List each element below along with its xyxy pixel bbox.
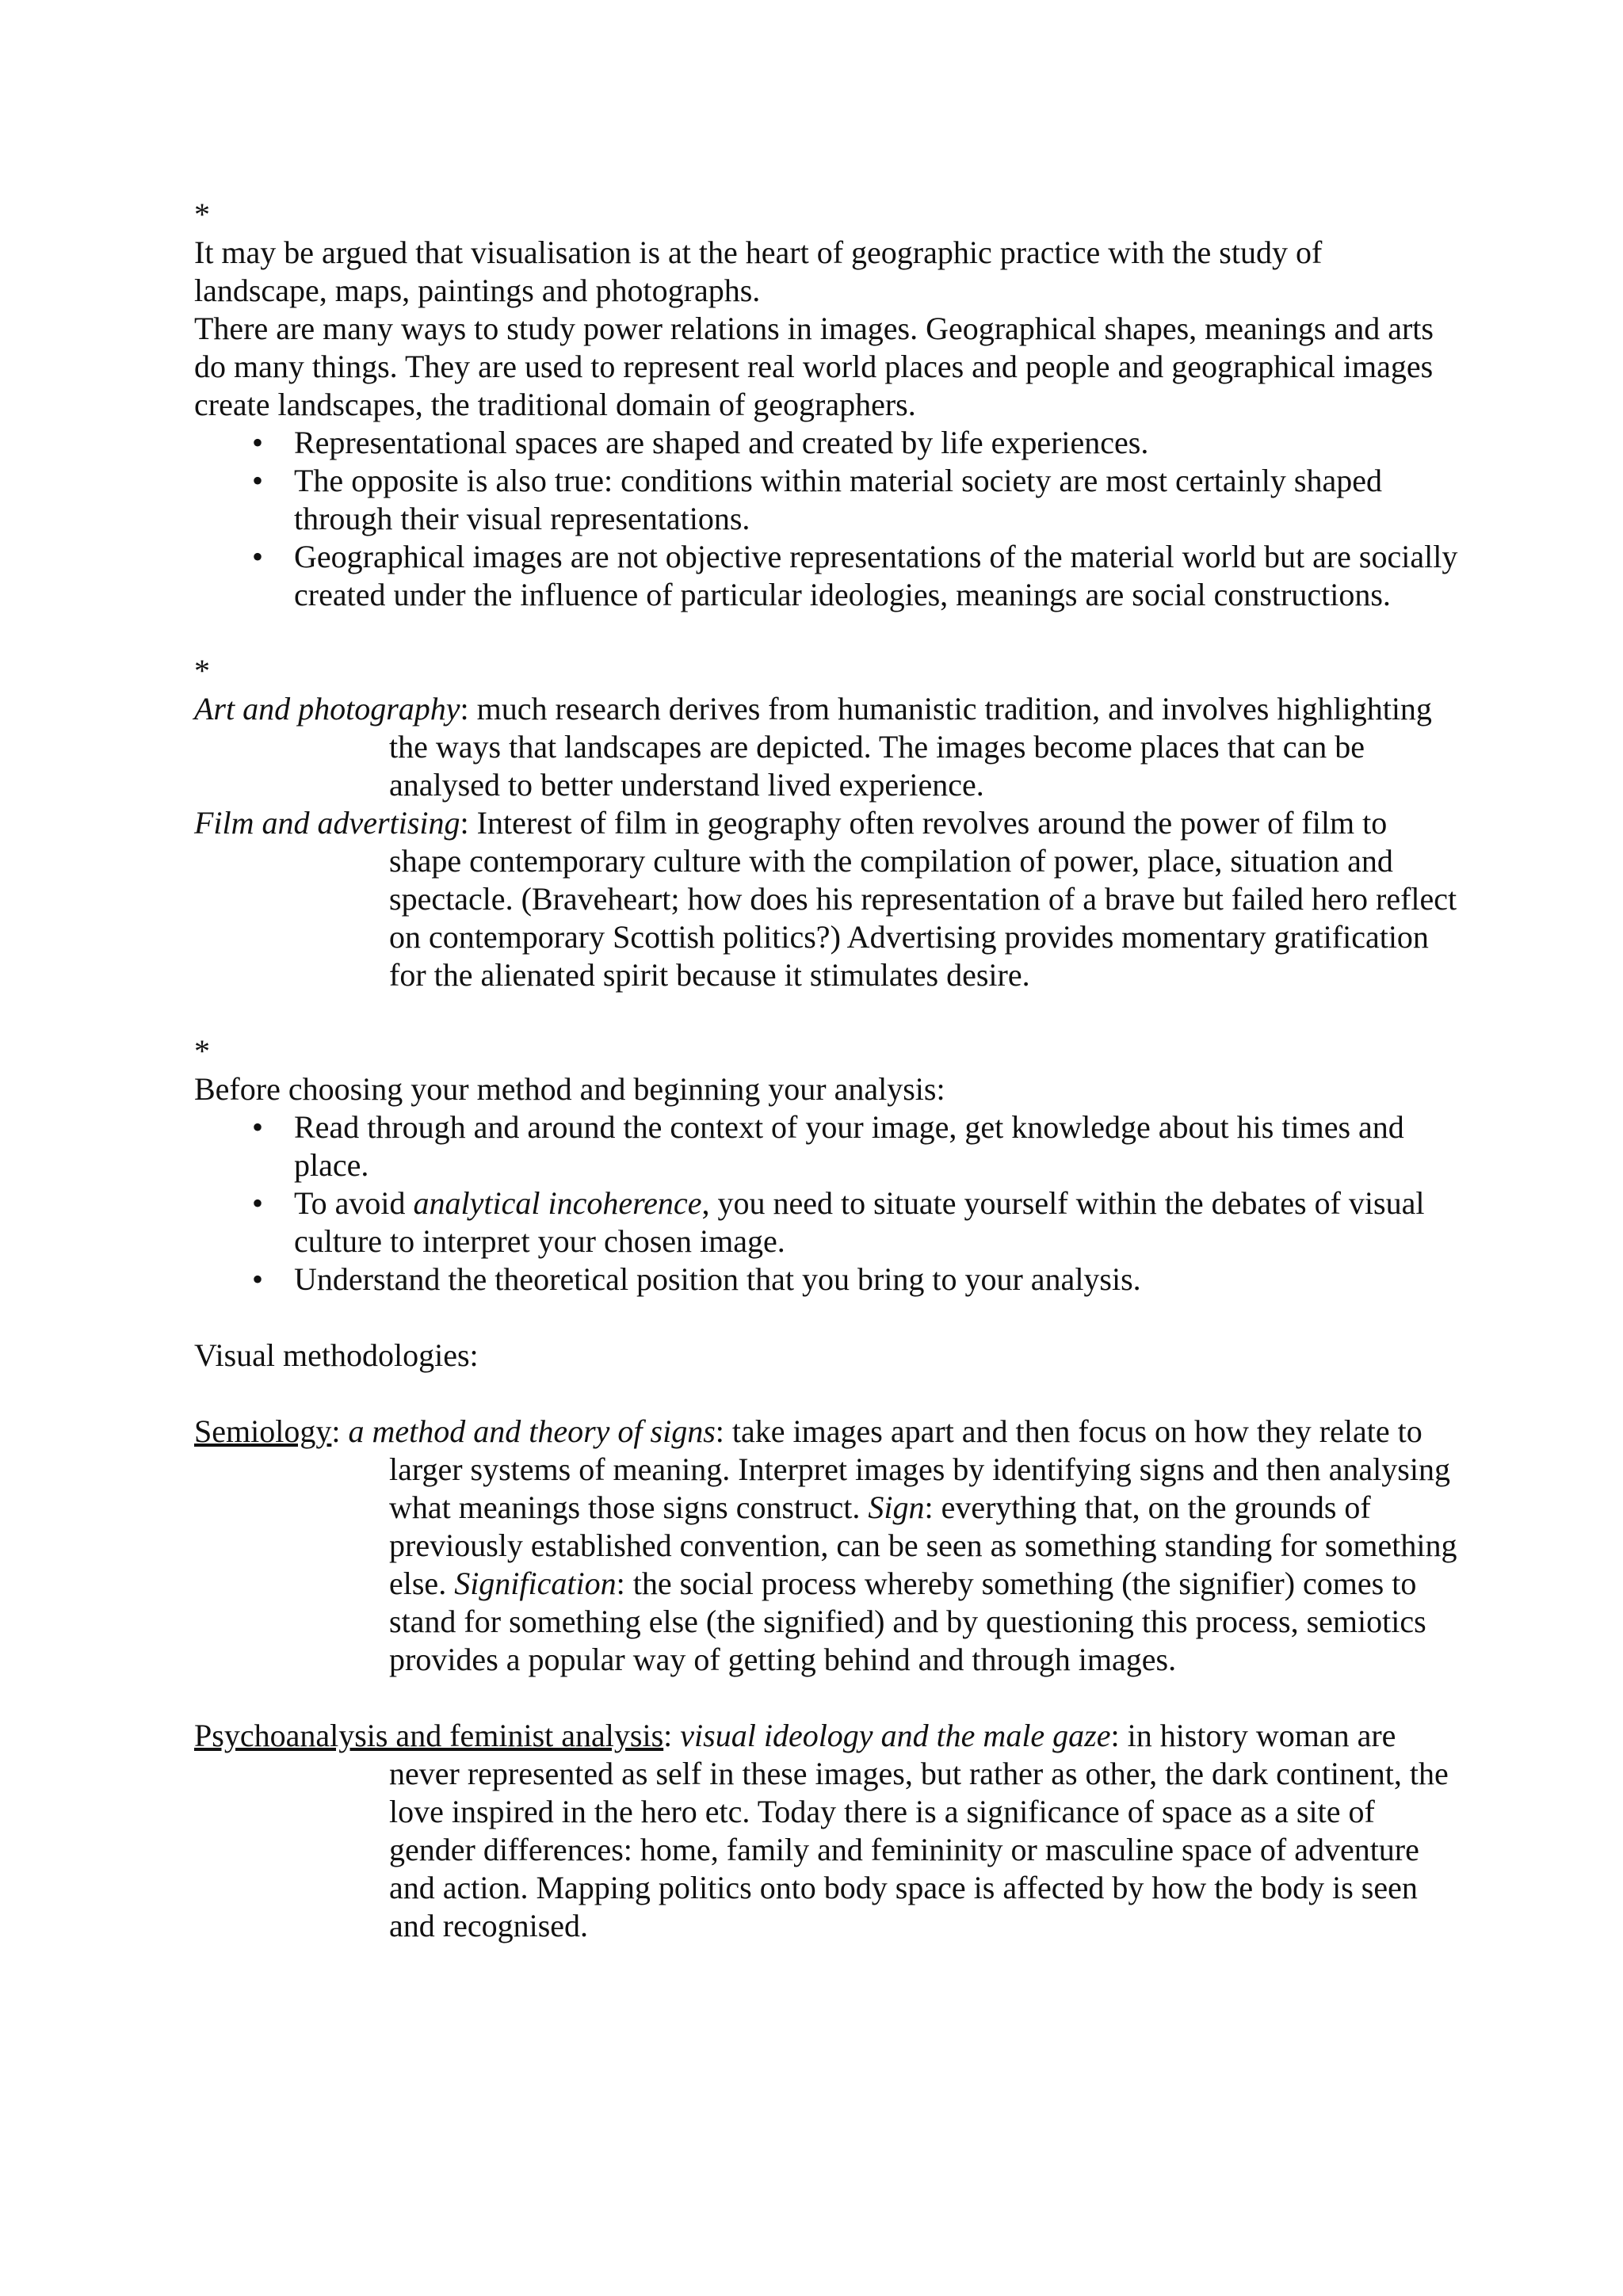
definition: : Interest of film in geography often revolves around the power of film to shape contemporary culture with the compilation of power, place, situation and spectacle. (Braveheart; how does his representation of a brave but failed hero reflect on contemporary Scottish politics?) Advertising provides momentary gratification for the alienated spirit because it stimulates desire.: [389, 805, 1457, 993]
film-advertising-entry: [194, 804, 1462, 994]
definition: : much research derives from humanistic tradition, and involves highlighting the ways that landscapes are depicted. The images become places that can be analysed to better understand lived experience.: [389, 691, 1432, 803]
signification-term: Signification: [454, 1566, 617, 1601]
list-item-emphasis: analytical incoherence: [413, 1185, 702, 1221]
list-item: [194, 1184, 1462, 1261]
bullet-icon: •: [252, 1185, 264, 1221]
list-item-text: Understand the theoretical position that you bring to your analysis.: [294, 1261, 1141, 1297]
bullet-icon: •: [252, 539, 264, 574]
methodologies-heading: Visual methodologies:: [194, 1337, 479, 1373]
semiology-entry: Semiology: a method and theory of signs: take images apart and then focus on how they relate to larger systems of meaning. Interpret images by identifying signs and then analysing what meanings those signs construct. Sign: everything that, on the grounds of previously established convention, can be seen as something standing for something else. Signification: the social process whereby something (the signifier) comes to stand for something else (the signified) and by questioning this process, semiotics provides a popular way of getting behind and through images.: [194, 1413, 1457, 1677]
list-item: [194, 462, 1462, 538]
psychoanalysis-entry: Psychoanalysis and feminist analysis: visual ideology and the male gaze: in history woman are never represented as self in these images, but rather as other, the dark continent, the love inspired in the hero etc. Today there is a significance of space as a site of gender differences: home, family and femininity or masculine space of adventure and action. Mapping politics onto body space is affected by how the body is seen and recognised.: [194, 1718, 1449, 1943]
paragraph: There are many ways to study power relations in images. Geographical shapes, meanings and arts do many things. They are used to represent real world places and people and geographical images create landscapes, the traditional domain of geographers.: [194, 311, 1434, 422]
subtitle: a method and theory of signs: [348, 1413, 716, 1449]
subtitle: visual ideology and the male gaze: [680, 1718, 1111, 1753]
list-item-text: The opposite is also true: conditions within material society are most certainly shaped through their visual representations.: [294, 463, 1382, 536]
list-item-text-pre: To avoid: [294, 1185, 414, 1221]
term: Art and photography: [194, 691, 460, 727]
art-photography-entry: [194, 690, 1462, 804]
section-marker: *: [194, 1033, 210, 1069]
bullet-icon: •: [252, 425, 264, 460]
bullet-icon: •: [252, 463, 264, 498]
paragraph: It may be argued that visualisation is at the heart of geographic practice with the study of landscape, maps, paintings and photographs.: [194, 235, 1323, 308]
list-item-text: Geographical images are not objective representations of the material world but are socially created under the influence of particular ideologies, meanings are social constructions.: [294, 539, 1458, 612]
paragraph: Before choosing your method and beginning your analysis:: [194, 1071, 945, 1107]
section-marker: *: [194, 196, 210, 232]
document-page: [194, 196, 1462, 1945]
bullet-icon: •: [252, 1261, 264, 1297]
list-item: [194, 1108, 1462, 1184]
section-marker: *: [194, 653, 210, 688]
bullet-icon: •: [252, 1109, 264, 1145]
list-item: [194, 1261, 1462, 1299]
bullet-list: [194, 1108, 1462, 1299]
sign-term: Sign: [868, 1489, 925, 1525]
term: Semiology: [194, 1413, 332, 1449]
list-item: [194, 538, 1462, 614]
list-item-text-post: , you need to situate yourself within the debates of visual culture to interpret your chosen image.: [294, 1185, 1425, 1259]
term: Psychoanalysis and feminist analysis: [194, 1718, 664, 1753]
list-item: [194, 424, 1462, 462]
list-item-text: Read through and around the context of your image, get knowledge about his times and place.: [294, 1109, 1404, 1183]
list-item-text: Representational spaces are shaped and created by life experiences.: [294, 425, 1149, 460]
bullet-list: [194, 424, 1462, 614]
term: Film and advertising: [194, 805, 460, 841]
